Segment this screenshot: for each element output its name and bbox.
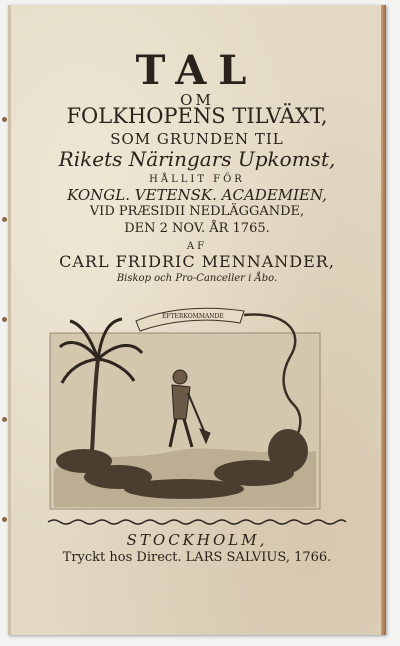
banner-ribbon <box>136 308 244 331</box>
hallit-for: HÅLLIT FÖR <box>149 174 245 185</box>
binding-hole <box>2 317 7 322</box>
author-name: CARL FRIDRIC MENNANDER, <box>59 252 335 271</box>
academy-name: KONGL. VETENSK. ACADEMIEN, <box>67 186 327 204</box>
binding-hole <box>2 417 7 422</box>
binding-hole <box>2 217 7 222</box>
af-label: AF <box>186 241 208 252</box>
occasion: VID PRÆSIDII NEDLÄGGANDE, <box>89 204 305 219</box>
title-som-grunden: SOM GRUNDEN TIL <box>110 130 284 148</box>
binding-hole <box>2 117 7 122</box>
banner-text: EFTERKOMMANDE <box>162 313 224 320</box>
imprint-printer: Tryckt hos Direct. LARS SALVIUS, 1766. <box>62 550 332 565</box>
speech-date: DEN 2 NOV. ÅR 1765. <box>124 221 270 236</box>
author-title: Biskop och Pro-Canceller i Åbo. <box>116 273 278 284</box>
title-page <box>8 5 386 635</box>
imprint-city: STOCKHOLM, <box>126 531 268 549</box>
ornamental-rule <box>46 517 348 527</box>
title-rikets: Rikets Näringars Upkomst, <box>58 147 336 171</box>
engraved-vignette <box>44 301 326 513</box>
page-right-edge <box>381 5 386 635</box>
title-om: OM <box>180 91 214 109</box>
page-left-edge <box>8 5 11 635</box>
title-subject: FOLKHOPENS TILVÄXT, <box>66 104 328 128</box>
title: TAL <box>135 47 259 94</box>
binding-hole <box>2 517 7 522</box>
